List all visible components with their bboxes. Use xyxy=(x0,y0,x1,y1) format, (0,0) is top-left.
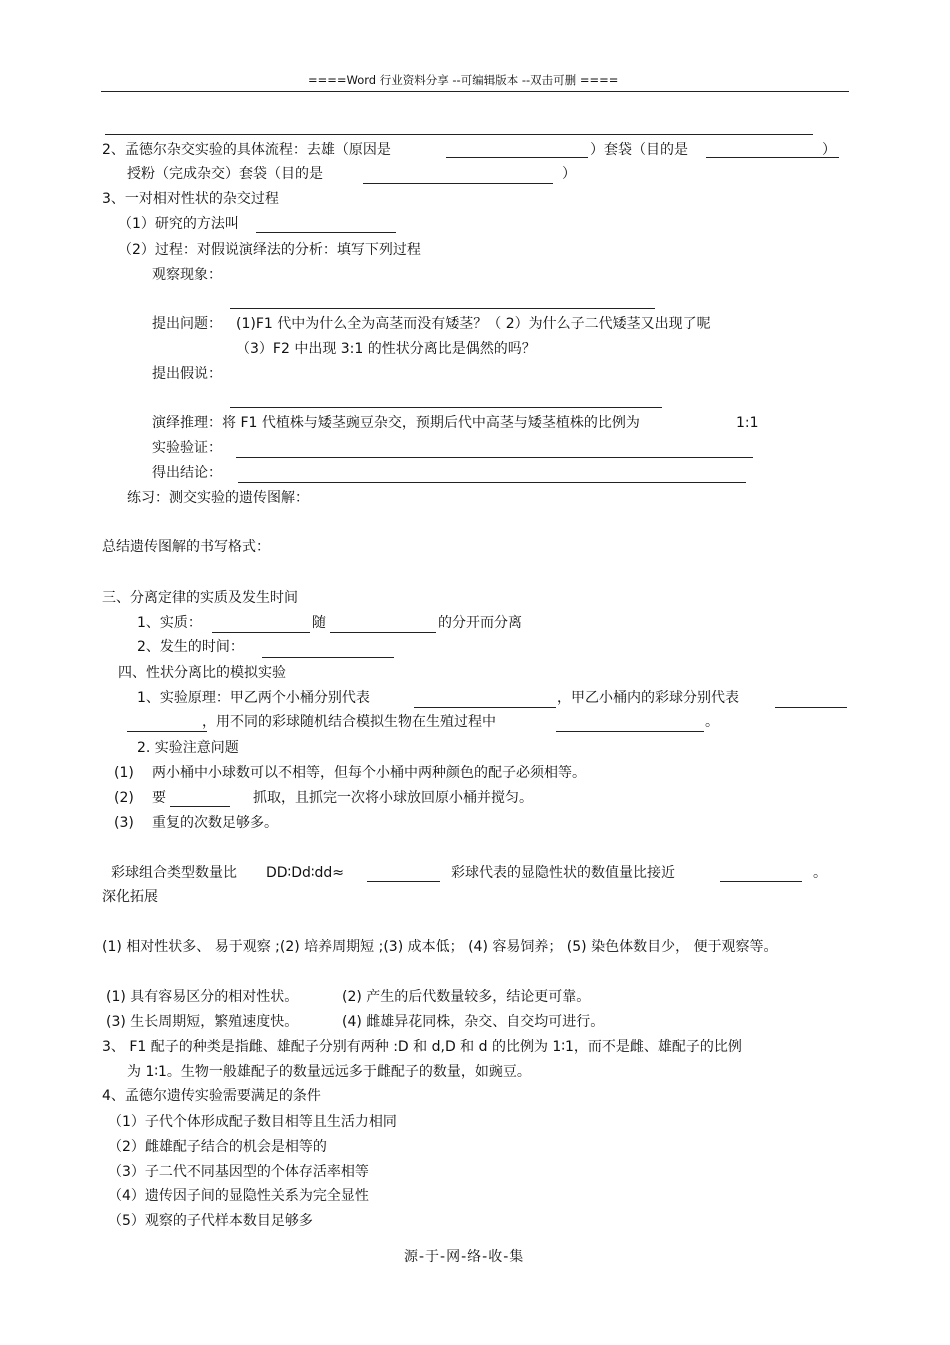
answer-blank xyxy=(414,707,556,708)
ratio-text: 。 xyxy=(813,865,827,881)
deduce-text: 演绎推理：将 F1 代植株与矮茎豌豆杂交，预期后代中高茎与矮茎植株的比例为 xyxy=(152,415,640,431)
section-4-1: ，甲乙小桶内的彩球分别代表 xyxy=(557,690,739,706)
f1-gametes-text: 为 1∶1。生物一般雄配子的数量远远多于雌配子的数量，如豌豆。 xyxy=(127,1064,531,1080)
answer-blank xyxy=(262,657,394,658)
condition-item: （5）观察的子代样本数目足够多 xyxy=(108,1213,313,1229)
answer-blank xyxy=(238,482,746,483)
ask-question-3: （3）F2 中出现 3:1 的性状分离比是偶然的吗？ xyxy=(236,341,536,357)
section-4-heading: 四、性状分离比的模拟实验 xyxy=(118,665,286,681)
ratio-text: 彩球代表的显隐性状的数值量比接近 xyxy=(451,865,675,881)
page-footer: 源-于-网-络-收-集 xyxy=(404,1249,525,1265)
item-2-text: 2、孟德尔杂交实验的具体流程：去雄（原因是 xyxy=(102,142,391,158)
answer-blank xyxy=(127,731,207,732)
deep-heading: 深化拓展 xyxy=(102,889,158,905)
practice-label: 练习：测交实验的遗传图解： xyxy=(127,490,309,506)
note-text: 两小桶中小球数可以不相等，但每个小桶中两种颜色的配子必须相等。 xyxy=(152,765,586,781)
note-text: 抓取，且抓完一次将小球放回原小桶并搅匀。 xyxy=(253,790,533,806)
reason-item: (1) 具有容易区分的相对性状。 xyxy=(106,989,299,1005)
section-4-1: ，用不同的彩球随机结合模拟生物在生殖过程中 xyxy=(202,714,496,730)
answer-blank xyxy=(775,707,847,708)
item-2-text: 授粉（完成杂交）套袋（目的是 xyxy=(127,166,323,182)
conditions-heading: 4、孟德尔遗传实验需要满足的条件 xyxy=(102,1088,321,1104)
answer-blank xyxy=(706,157,839,158)
condition-item: （4）遗传因子间的显隐性关系为完全显性 xyxy=(108,1188,369,1204)
item-3-2: （2）过程：对假说演绎法的分析：填写下列过程 xyxy=(118,242,421,258)
item-2-text: ）套袋（目的是 xyxy=(590,142,688,158)
answer-blank xyxy=(330,632,436,633)
condition-item: （2）雌雄配子结合的机会是相等的 xyxy=(108,1139,327,1155)
section-4-1: 1、实验原理：甲乙两个小桶分别代表 xyxy=(137,690,370,706)
section-3-2: 2、发生的时间： xyxy=(137,639,244,655)
answer-blank xyxy=(170,806,230,807)
observe-label: 观察现象： xyxy=(152,267,222,283)
advantages-line: (1) 相对性状多、 易于观察 ;(2) 培养周期短 ;(3) 成本低； (4) 容易饲养； (5) 染色体数目少， 便于观察等。 xyxy=(102,939,778,955)
section-3-1: 1、实质： xyxy=(137,615,202,631)
answer-blank xyxy=(105,134,813,135)
note-text: 重复的次数足够多。 xyxy=(152,815,278,831)
section-4-2: 2. 实验注意问题 xyxy=(137,740,239,756)
section-3-1: 的分开而分离 xyxy=(438,615,522,631)
answer-blank xyxy=(446,157,588,158)
reason-item: (2) 产生的后代数量较多，结论更可靠。 xyxy=(342,989,591,1005)
answer-blank xyxy=(556,731,704,732)
item-2-text: ） xyxy=(562,166,576,182)
note-number: (1) xyxy=(114,765,134,781)
answer-blank xyxy=(367,881,440,882)
verify-label: 实验验证： xyxy=(152,440,222,456)
condition-item: （3）子二代不同基因型的个体存活率相等 xyxy=(108,1164,369,1180)
ratio-text: DD∶Dd∶dd≈ xyxy=(266,865,345,881)
answer-blank xyxy=(256,232,396,233)
item-3-heading: 3、一对相对性状的杂交过程 xyxy=(102,191,279,207)
answer-blank xyxy=(720,881,802,882)
ask-question-1: (1)F1 代中为什么全为高茎而没有矮茎？（ 2）为什么子二代矮茎又出现了呢 xyxy=(236,316,711,332)
answer-blank xyxy=(363,183,553,184)
section-3-heading: 三、分离定律的实质及发生时间 xyxy=(102,590,298,606)
note-text: 要 xyxy=(152,790,166,806)
header-rule xyxy=(101,91,849,92)
section-4-1: 。 xyxy=(705,714,719,730)
answer-blank xyxy=(230,308,655,309)
answer-blank xyxy=(212,632,310,633)
summary-label: 总结遗传图解的书写格式： xyxy=(102,539,270,555)
ratio-text: 彩球组合类型数量比 xyxy=(111,865,237,881)
note-number: (3) xyxy=(114,815,134,831)
conclude-label: 得出结论： xyxy=(152,465,222,481)
section-3-1: 随 xyxy=(312,615,326,631)
reason-item: (3) 生长周期短，繁殖速度快。 xyxy=(106,1014,299,1030)
ask-label: 提出问题： xyxy=(152,316,222,332)
deduce-ratio: 1:1 xyxy=(736,415,759,431)
item-3-1: （1）研究的方法叫 xyxy=(118,216,239,232)
hypothesis-label: 提出假说： xyxy=(152,366,222,382)
answer-blank xyxy=(230,407,662,408)
f1-gametes-text: 3、 F1 配子的种类是指雌、雄配子分别有两种 :D 和 d,D 和 d 的比例为 1∶1，而不是雌、雄配子的比例 xyxy=(102,1039,742,1055)
answer-blank xyxy=(236,457,753,458)
item-2-text: ） xyxy=(822,142,836,158)
reason-item: (4) 雌雄异花同株，杂交、自交均可进行。 xyxy=(342,1014,605,1030)
page-header: ====Word 行业资料分享 --可编辑版本 --双击可删 ==== xyxy=(308,73,619,87)
note-number: (2) xyxy=(114,790,134,806)
condition-item: （1）子代个体形成配子数目相等且生活力相同 xyxy=(108,1114,397,1130)
